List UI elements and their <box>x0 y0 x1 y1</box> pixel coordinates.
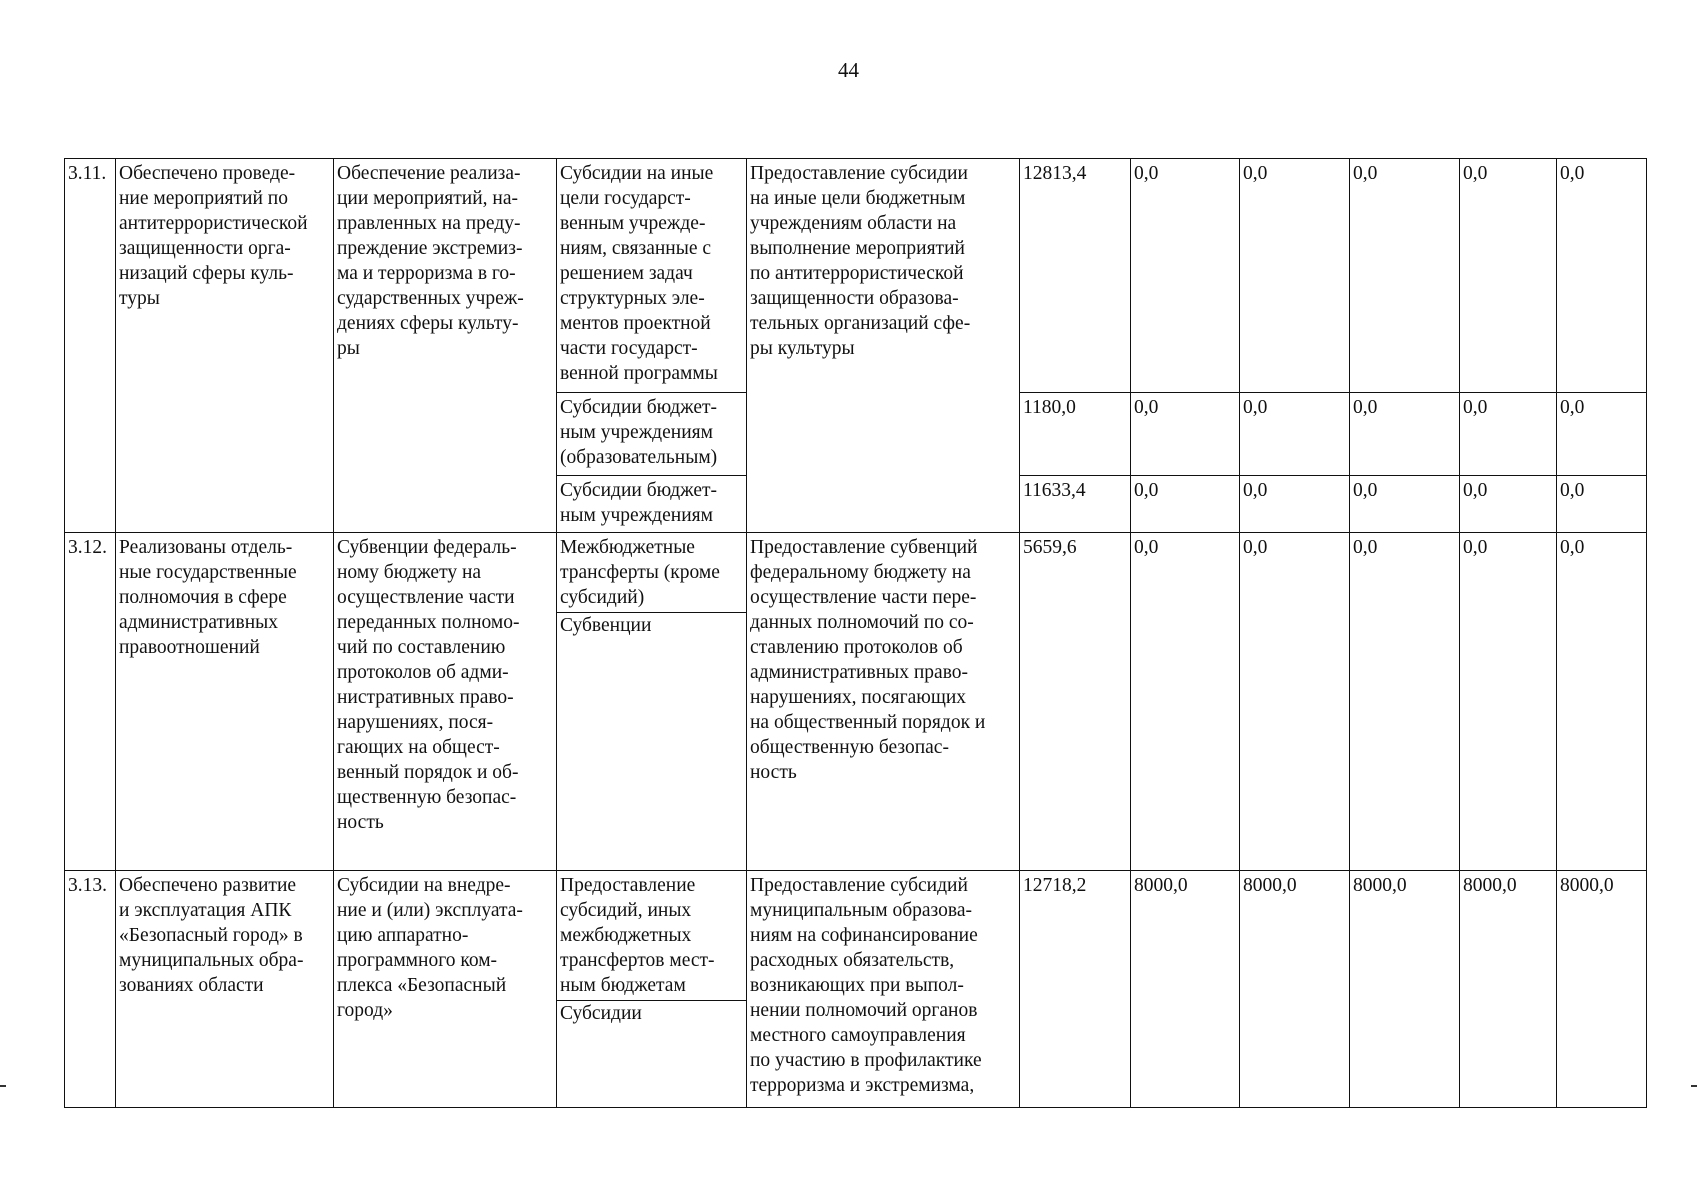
expense-type-sub: Субвенции <box>560 615 652 636</box>
measure-cell: Субсидии на внедре- ние и (или) эксплуата- цию аппаратно- программного ком- плекса «Безопасный город» <box>334 871 557 1108</box>
expense-type-cell <box>557 533 747 871</box>
value-cell: 0,0 <box>1350 533 1460 871</box>
value-cell: 0,0 <box>1240 476 1350 533</box>
row-number: 3.12. <box>65 533 116 871</box>
row-number: 3.11. <box>65 159 116 533</box>
value-cell: 0,0 <box>1557 159 1647 393</box>
value-cell: 0,0 <box>1350 393 1460 476</box>
value-cell: 8000,0 <box>1557 871 1647 1108</box>
value-cell: 0,0 <box>1557 476 1647 533</box>
value-cell: 8000,0 <box>1460 871 1557 1108</box>
expense-type-cell: Субсидии бюджет- ным учреждениям <box>557 476 747 533</box>
value-cell: 1180,0 <box>1020 393 1131 476</box>
value-cell: 0,0 <box>1460 533 1557 871</box>
value-cell: 0,0 <box>1350 476 1460 533</box>
expense-type-sub: Субсидии <box>560 1003 642 1024</box>
value-cell: 0,0 <box>1460 159 1557 393</box>
row-number: 3.13. <box>65 871 116 1108</box>
value-cell: 12813,4 <box>1020 159 1131 393</box>
expense-type-main: Межбюджетные трансферты (кроме субсидий) <box>557 535 746 613</box>
direction-cell: Предоставление субвенций федеральному бюджету на осуществление части пере- данных полномочий по со- ставлению протоколов об административных право- нарушениях, посягающих на общественный порядок и общественную безопас- ность <box>747 533 1020 871</box>
table-row <box>65 871 1647 1108</box>
value-cell: 8000,0 <box>1131 871 1240 1108</box>
value-cell: 0,0 <box>1240 533 1350 871</box>
expense-type-main: Предоставление субсидий, иных межбюджетных трансфертов мест- ным бюджетам <box>557 873 746 1001</box>
measure-cell: Субвенции федераль- ному бюджету на осуществление части переданных полномо- чий по составлению протоколов об адми- нистративных право- нарушениях, пося- гающих на общест- венный порядок и об- щественную безопас- ность <box>334 533 557 871</box>
value-cell: 12718,2 <box>1020 871 1131 1108</box>
value-cell: 0,0 <box>1557 533 1647 871</box>
expense-type-cell <box>557 871 747 1108</box>
value-cell: 8000,0 <box>1350 871 1460 1108</box>
value-cell: 11633,4 <box>1020 476 1131 533</box>
value-cell: 0,0 <box>1240 393 1350 476</box>
expense-type-cell: Субсидии на иные цели государст- венным учрежде- ниям, связанные с решением задач структурных эле- ментов проектной части государст- венной программы <box>557 159 747 393</box>
measure-cell: Обеспечение реализа- ции мероприятий, на- правленных на преду- преждение экстремиз- ма и терроризма в го- сударственных учреж- дениях сферы культу- ры <box>334 159 557 533</box>
value-cell: 8000,0 <box>1240 871 1350 1108</box>
value-cell: 5659,6 <box>1020 533 1131 871</box>
value-cell: 0,0 <box>1460 476 1557 533</box>
value-cell: 0,0 <box>1131 476 1240 533</box>
budget-table <box>64 158 1647 1108</box>
expense-type-cell: Субсидии бюджет- ным учреждениям (образовательным) <box>557 393 747 476</box>
table-row <box>65 533 1647 871</box>
table-row <box>65 159 1647 393</box>
direction-cell: Предоставление субсидии на иные цели бюджетным учреждениям области на выполнение мероприятий по антитеррористической защищенности образова- тельных организаций сфе- ры культуры <box>747 159 1020 533</box>
value-cell: 0,0 <box>1131 533 1240 871</box>
result-cell: Обеспечено развитие и эксплуатация АПК «Безопасный город» в муниципальных обра- зованиях области <box>116 871 334 1108</box>
scan-edge-mark-left <box>0 1085 6 1087</box>
result-cell: Обеспечено проведе- ние мероприятий по антитеррористической защищенности орга- низаций сферы куль- туры <box>116 159 334 533</box>
value-cell: 0,0 <box>1131 159 1240 393</box>
value-cell: 0,0 <box>1460 393 1557 476</box>
value-cell: 0,0 <box>1131 393 1240 476</box>
value-cell: 0,0 <box>1557 393 1647 476</box>
direction-cell: Предоставление субсидий муниципальным образова- ниям на софинансирование расходных обязательств, возникающих при выпол- нении полномочий органов местного самоуправления по участию в профилактике терроризма и экстремизма, <box>747 871 1020 1108</box>
value-cell: 0,0 <box>1350 159 1460 393</box>
value-cell: 0,0 <box>1240 159 1350 393</box>
scan-edge-mark-right <box>1691 1085 1697 1087</box>
page-number: 44 <box>838 58 859 82</box>
result-cell: Реализованы отдель- ные государственные полномочия в сфере административных правоотношений <box>116 533 334 871</box>
